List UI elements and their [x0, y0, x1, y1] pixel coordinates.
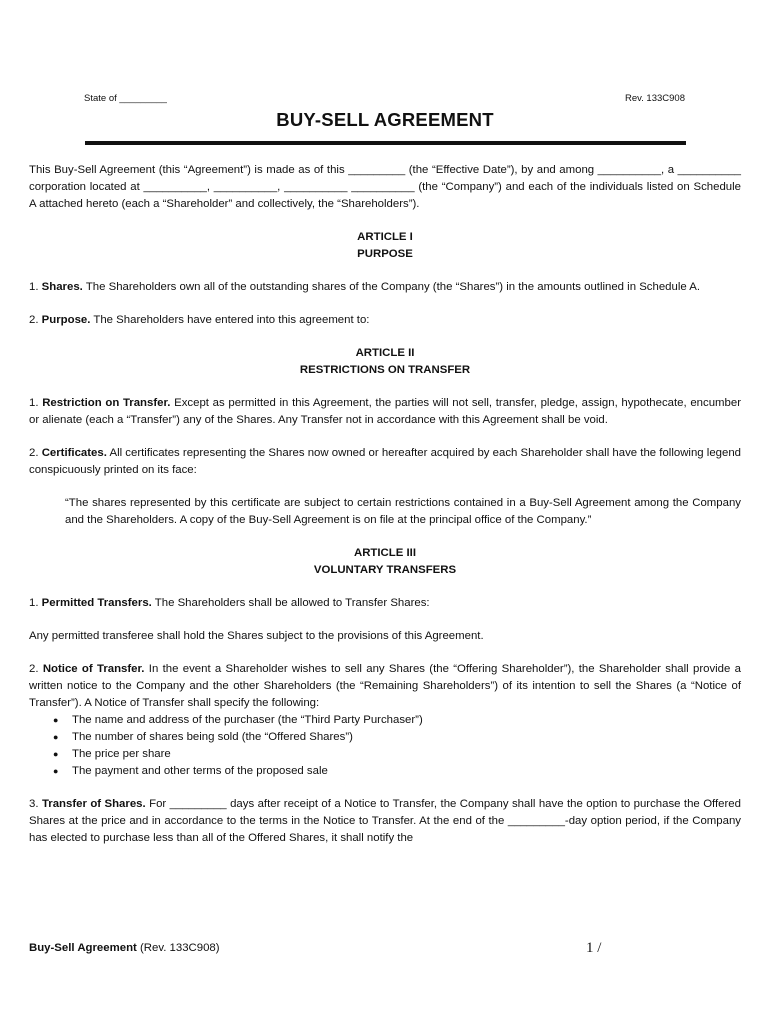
section-text: In the event a Shareholder wishes to sell any Shares (the “Offering Shareholder”), the Shareholder shall provide a written notice to the Company and the other Shareholders (the “Remaining Shareholders”) of its intention to sell the Shares (a “Notice of Transfer”). A Notice of Transfer shall specify the following: [29, 663, 741, 709]
article-name: RESTRICTIONS ON TRANSFER [299, 364, 471, 376]
article-1-heading [29, 229, 741, 263]
section-number: 2. [29, 663, 39, 675]
list-item: ● The price per share [53, 746, 741, 763]
revision-label: Rev. 133C908 [624, 93, 685, 104]
section-heading: Restriction on Transfer. [42, 397, 171, 409]
article-2-heading [29, 345, 741, 379]
article-name: VOLUNTARY TRANSFERS [313, 564, 457, 576]
article-number: ARTICLE III [353, 547, 416, 559]
section-paragraph [29, 445, 741, 479]
section-text: Except as permitted in this Agreement, the parties will not sell, transfer, pledge, assign, hypothecate, encumber or alienate (each a “Transfer”) any of the Shares. Any Transfer not in accordance with this Agreement shall be void. [29, 397, 741, 426]
section-heading: Permitted Transfers. [41, 597, 152, 609]
article-3-heading [29, 545, 741, 579]
article-number: ARTICLE I [357, 231, 413, 243]
page-footer [29, 942, 220, 954]
article-number: ARTICLE II [355, 347, 415, 359]
state-field: State of _________ [84, 93, 167, 104]
list-item: ● The name and address of the purchaser (the “Third Party Purchaser”) [53, 712, 741, 729]
permitted-transferee-note: Any permitted transferee shall hold the Shares subject to the provisions of this Agreement. [29, 630, 484, 642]
section-number: 2. [29, 447, 39, 459]
section-number: 1. [29, 597, 39, 609]
footer-title: Buy-Sell Agreement [29, 942, 137, 954]
section-text: The Shareholders own all of the outstanding shares of the Company (the “Shares”) in the amounts outlined in Schedule A. [85, 281, 701, 293]
section-paragraph [29, 661, 741, 712]
page-number: 1 / [586, 940, 602, 956]
section-paragraph [29, 312, 741, 329]
section-text: The Shareholders shall be allowed to Transfer Shares: [154, 597, 430, 609]
section-number: 1. [29, 397, 39, 409]
section-text: For _________ days after receipt of a Notice to Transfer, the Company shall have the option to purchase the Offered Shares at the price and in accordance to the terms in the Notice to Transfer. At the end of the _________-day option period, if the Company has elected to purchase less than all of the Offered Shares, it shall notify the [29, 798, 741, 844]
section-paragraph [29, 395, 741, 429]
section-heading: Purpose. [41, 314, 91, 326]
section-text: The Shareholders have entered into this agreement to: [93, 314, 370, 326]
document-body [29, 162, 741, 863]
section-heading: Certificates. [41, 447, 107, 459]
section-paragraph [29, 279, 741, 296]
notice-items-list [53, 712, 741, 780]
footer-revision: (Rev. 133C908) [140, 942, 220, 954]
section-number: 1. [29, 281, 39, 293]
article-name: PURPOSE [357, 248, 413, 260]
list-item: ● The payment and other terms of the proposed sale [53, 763, 741, 780]
section-paragraph [29, 796, 741, 847]
section-number: 2. [29, 314, 39, 326]
certificate-legend: “The shares represented by this certificate are subject to certain restrictions contained in a Buy-Sell Agreement among the Company and the Shareholders. A copy of the Buy-Sell Agreement is on file at the principal office of the Company.” [65, 497, 741, 526]
list-item: ● The number of shares being sold (the “Offered Shares”) [53, 729, 741, 746]
section-heading: Transfer of Shares. [41, 798, 146, 810]
section-number: 3. [29, 798, 39, 810]
intro-paragraph: This Buy-Sell Agreement (this “Agreement”) is made as of this _________ (the “Effective Date”), by and among __________, a __________ corporation located at __________, __________, __________ __________ (the “Company”) and each of the individuals listed on Schedule A attached hereto (each a “Shareholder” and collectively, the “Shareholders”). [29, 164, 741, 210]
section-heading: Shares. [41, 281, 83, 293]
title-rule [85, 141, 686, 145]
section-heading: Notice of Transfer. [42, 663, 145, 675]
document-title: BUY-SELL AGREEMENT [276, 109, 494, 130]
section-paragraph [29, 595, 741, 612]
section-text: All certificates representing the Shares now owned or hereafter acquired by each Shareholder shall have the following legend conspicuously printed on its face: [29, 447, 742, 476]
